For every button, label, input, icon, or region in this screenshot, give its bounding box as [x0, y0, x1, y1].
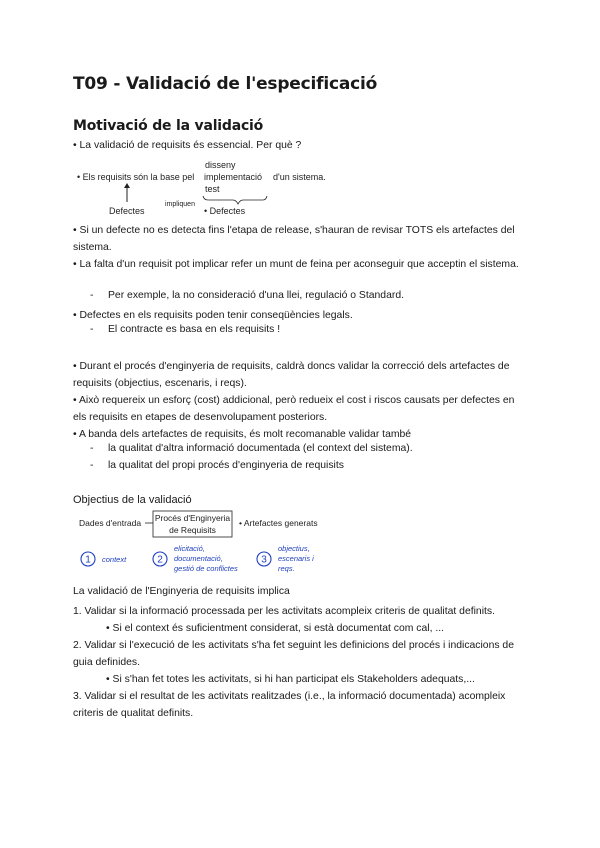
dash-item-contract: - El contracte es basa en els requisits ! [90, 324, 281, 335]
implies-item-1-sub: • Si el context és suficientment considerat, si està documentat com cal, ... [106, 623, 445, 634]
paragraph-missing-requirement: • La falta d'un requisit pot implicar refer un munt de feina per aconseguir que acceptin el sistema. [73, 259, 519, 270]
diagram-word-implementacio: implementació [204, 172, 263, 182]
brace-icon [203, 196, 267, 204]
process-box-line2: de Requisits [169, 525, 216, 535]
implies-item-2: 2. Validar si l'execució de les activitats s'ha fet seguint les definicions del procés i indicacions de guia definides. [73, 640, 514, 668]
diagram-word-disseny: disseny [205, 160, 236, 170]
process-diagram [73, 508, 333, 580]
objectives-heading: Objectius de la validació [73, 494, 192, 506]
dash-item-law: - Per exemple, la no consideració d'una llei, regulació o Standard. [90, 290, 404, 301]
dash-item-law-text: Per exemple, la no consideració d'una llei, regulació o Standard. [108, 290, 404, 301]
objective-items [81, 544, 314, 573]
objective-text: elicitació, [174, 544, 205, 553]
dash-item-contract-text: El contracte es basa en els requisits ! [108, 324, 281, 335]
paragraph-validation-process: • Durant el procés d'enginyeria de requisits, caldrà doncs validar la correcció dels artefactes de requisits (objectius, escenaris, i reqs). [73, 361, 510, 389]
objective-number: 1 [85, 554, 91, 566]
objective-text: escenaris i [278, 554, 314, 563]
page-title: T09 - Validació de l'especificació [73, 74, 378, 94]
process-output-label: • Artefactes generats [239, 518, 318, 528]
paragraph-release: • Si un defecte no es detecta fins l'etapa de release, s'hauran de revisar TOTS els artefactes del sistema. [73, 225, 515, 253]
section-heading-motivation: Motivació de la validació [73, 118, 264, 134]
bullet-intro: • La validació de requisits és essencial. Per què ? [73, 140, 302, 151]
implies-item-3: 3. Validar si el resultat de les activitats realitzades (i.e., la informació documentada) acompleix criteris de qualitat definits. [73, 691, 506, 719]
process-input-label: Dades d'entrada [79, 518, 142, 528]
objective-text: documentació, [174, 554, 223, 563]
objective-text: reqs. [278, 564, 295, 573]
implies-item-2-sub: • Si s'han fet totes les activitats, si hi han participat els Stakeholders adequats,... [106, 674, 475, 685]
objective-number: 2 [157, 554, 163, 566]
dash-item-context-text: la qualitat d'altra informació documentada (el context del sistema). [108, 443, 413, 454]
diagram-left-defects: Defectes [109, 206, 145, 216]
dash-item-process: - la qualitat del propi procés d'enginyeria de requisits [90, 460, 344, 471]
dash-item-context: - la qualitat d'altra informació documentada (el context del sistema). [90, 443, 413, 454]
implies-heading: La validació de l'Enginyeria de requisits implica [73, 586, 290, 597]
objective-text: objectius, [278, 544, 310, 553]
objective-text: context [102, 555, 127, 564]
diagram-right-defects: • Defectes [204, 206, 246, 216]
paragraph-cost: • Això requereix un esforç (cost) addicional, però redueix el cost i riscos causats per defectes en els requisits en etapes de desenvolupament posteriors. [73, 395, 515, 423]
paragraph-legal: • Defectes en els requisits poden tenir conseqüències legals. [73, 310, 353, 321]
up-arrow-icon [124, 183, 130, 188]
process-box-line1: Procés d'Enginyeria [154, 513, 231, 523]
diagram-line-text: • Els requisits són la base pel [77, 172, 195, 182]
diagram-word-test: test [205, 184, 220, 194]
requirements-base-diagram [73, 158, 333, 220]
dash-item-process-text: la qualitat del propi procés d'enginyeria de requisits [108, 460, 344, 471]
paragraph-also-validate: • A banda dels artefactes de requisits, és molt recomanable validar també [73, 429, 412, 440]
objective-text: gestió de conflictes [174, 564, 238, 573]
diagram-implies: impliquen [165, 201, 195, 208]
diagram-word-after: d'un sistema. [273, 172, 326, 182]
objective-number: 3 [261, 554, 267, 566]
implies-item-1: 1. Validar si la informació processada per les activitats acompleix criteris de qualitat definits. [73, 606, 495, 617]
